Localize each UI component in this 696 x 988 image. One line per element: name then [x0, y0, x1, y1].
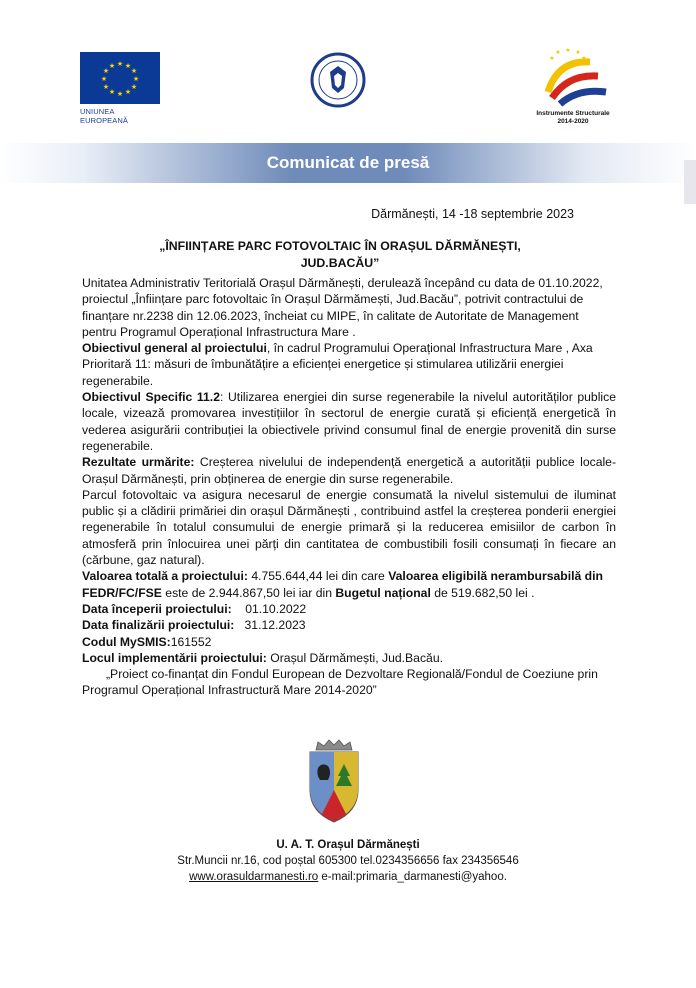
footer-email: e-mail:primaria_darmanesti@yahoo. — [318, 871, 507, 883]
svg-text:★: ★ — [124, 62, 132, 70]
results-paragraph: Rezultate urmărite: Creșterea nivelului de independență energetică a autorității publice locale-Orașul Dărmănești, prin obținerea de energie din surse regenerabile. — [82, 455, 617, 486]
park-paragraph: Parcul fotovoltaic va asigura necesarul de energie consumată la nivelul sistemului de iluminat public și a clădirii primăriei din orașul Dărmănești , contribuind astfel la creșterea ponderii energiei regenerabile în totalul consumului de energie primară și la reducerea emisiilor de carbon în atmosferă prin înlocuirea unei părți din cantitatea de combustibili fosili consumați în fiecare an (cărbune, gaz natural). — [82, 487, 616, 568]
government-seal-icon — [310, 52, 366, 108]
eu-logo — [80, 52, 160, 125]
svg-text:★: ★ — [549, 55, 555, 62]
objective-specific-paragraph: Obiectivul Specific 11.2: Utilizarea energiei din surse regenerabile la nivelul autorităților publice locale, vizează promovarea investițiilor în sectorul de energie curată și eficiență energetică în vederea asigurării contribuției la obiectivele privind consumul final de energie provenită din surse regenerabile. — [82, 390, 617, 453]
footer-contact — [0, 869, 696, 885]
footer-address: Str.Muncii nr.16, cod poștal 605300 tel.0234356656 fax 234356546 — [177, 855, 519, 867]
svg-text:★: ★ — [108, 88, 116, 96]
eu-caption: UNIUNEA EUROPEANĂ — [80, 107, 128, 125]
eu-flag-icon — [80, 52, 160, 104]
svg-text:★: ★ — [565, 48, 571, 54]
svg-text:★: ★ — [102, 83, 110, 91]
svg-text:★: ★ — [581, 55, 587, 62]
title-line-1: „ÎNFIINȚARE PARC FOTOVOLTAIC ÎN ORAȘUL DĂRMĂNEȘTI, — [159, 239, 521, 253]
website-link[interactable]: www.orasuldarmanesti.ro — [189, 871, 319, 883]
banner-title: Comunicat de presă — [266, 153, 430, 172]
svg-text:★: ★ — [130, 83, 138, 91]
end-date-line: Data finalizării proiectului: 31.12.2023 — [82, 618, 306, 633]
document-date: Dărmănești, 14 -18 septembrie 2023 — [371, 207, 574, 221]
svg-text:★: ★ — [116, 90, 124, 98]
svg-text:★: ★ — [100, 75, 108, 83]
mysmis-code-line: Codul MySMIS:161552 — [82, 634, 212, 649]
document-body — [82, 275, 616, 699]
footer-organization: U. A. T. Orașul Dărmănești — [276, 839, 420, 851]
title-line-2: JUD.BACĂU” — [300, 256, 380, 270]
svg-text:★: ★ — [132, 75, 140, 83]
instrumente-structurale-caption: Instrumente Structurale 2014-2020 — [536, 110, 610, 125]
cofinance-paragraph: „Proiect co-finanțat din Fondul European de Dezvoltare Regională/Fondul de Coeziune prin Programul Operațional Infrastructură Mare 2014-2020” — [82, 667, 598, 698]
svg-text:★: ★ — [124, 88, 132, 96]
svg-text:★: ★ — [108, 62, 116, 70]
objective-general-paragraph: Obiectivul general al proiectului, în cadrul Programului Operațional Infrastructura Mare , Axa Prioritară 11: măsuri de îmbunătățire a eficienței energetice și stimularea utilizării energiei regenerabile. — [82, 341, 593, 388]
svg-text:★: ★ — [575, 49, 581, 56]
svg-text:★: ★ — [130, 67, 138, 75]
start-date-line: Data începerii proiectului: 01.10.2022 — [82, 601, 307, 616]
document-title — [100, 238, 580, 272]
coat-of-arms-icon — [304, 738, 364, 824]
town-crest — [304, 738, 364, 824]
structural-instruments-icon — [528, 48, 618, 108]
government-logo — [310, 52, 366, 108]
value-paragraph: Valoarea totală a proiectului: 4.755.644,44 lei din care Valoarea eligibilă nerambursabilă din FEDR/FC/FSE este de 2.944.867,50 lei iar din Bugetul național de 519.682,50 lei . — [82, 569, 603, 600]
instrumente-structurale-logo — [528, 48, 618, 130]
svg-text:★: ★ — [555, 49, 561, 56]
implementation-place-line: Locul implementării proiectului: Orașul Dărmămești, Jud.Bacău. — [82, 650, 443, 665]
svg-text:★: ★ — [116, 60, 124, 68]
page-edge-mark — [684, 160, 696, 204]
document-footer — [0, 837, 696, 885]
press-release-banner — [0, 143, 696, 183]
svg-text:★: ★ — [102, 67, 110, 75]
intro-paragraph: Unitatea Administrativ Teritorială Orașul Dărmănești, derulează începând cu data de 01.10.2022, proiectul „Înființare parc fotovoltaic în Orașul Dărmămești, Jud.Bacău”, potrivit contractului de finanțare nr.2238 din 12.06.2023, încheiat cu MIPE, în calitate de Autoritate de Management pentru Programul Operațional Infrastructura Mare . — [82, 276, 603, 339]
